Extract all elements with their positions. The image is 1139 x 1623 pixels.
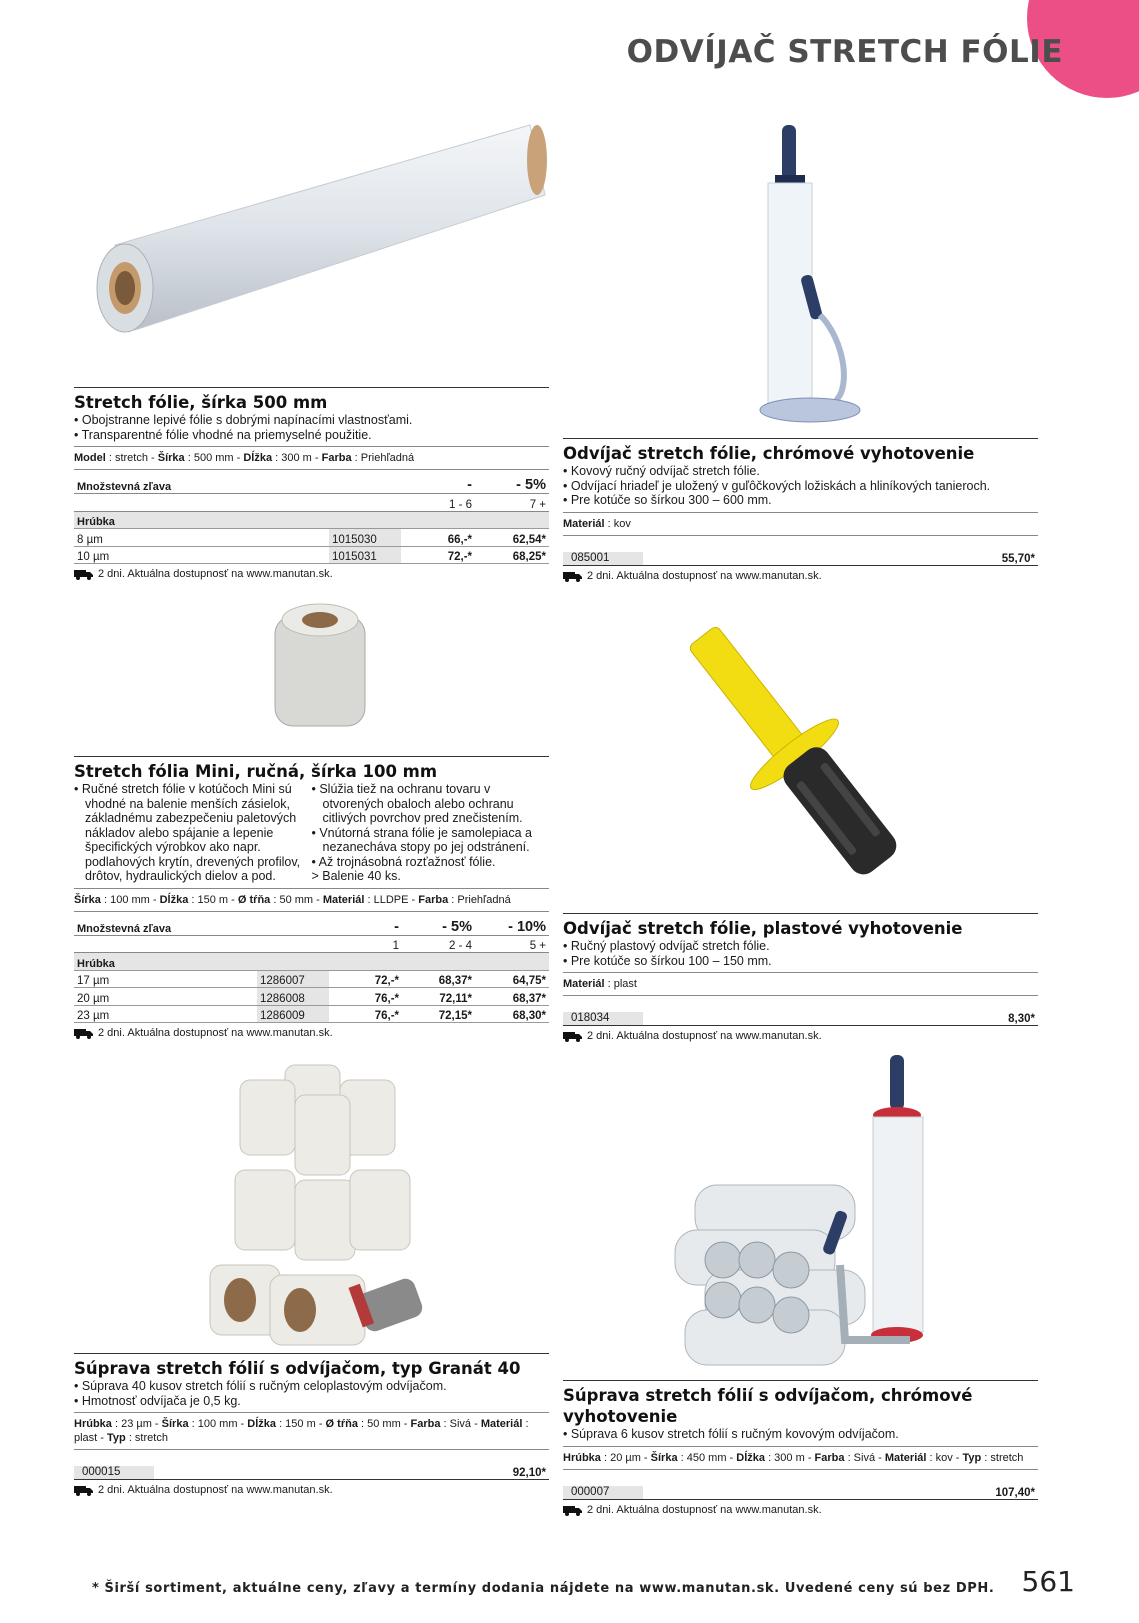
bullet: • Transparentné fólie vhodné na priemyselné použitie. — [74, 427, 372, 442]
mini-roll-image — [265, 598, 375, 738]
truck-icon — [74, 1485, 94, 1496]
product-title: Súprava stretch fólií s odvíjačom, chrómové vyhotovenie — [563, 1380, 1038, 1427]
product-bullets — [74, 1379, 549, 1408]
product-bullets — [74, 782, 549, 884]
bullet: • Až trojnásobná rozťažnosť fólie. — [311, 854, 496, 869]
product-spec: Materiál : plast — [563, 972, 1038, 996]
product-spec: Materiál : kov — [563, 512, 1038, 536]
product-plastic-dispenser — [563, 913, 1038, 1043]
product-spec: Šírka : 100 mm - Dĺžka : 150 m - Ø tŕňa : 50 mm - Materiál : LLDPE - Farba : Priehľadná — [74, 888, 549, 912]
delivery-info: 2 dni. Aktuálna dostupnosť na www.manutan.sk. — [563, 1504, 1038, 1517]
product-chrome-set — [563, 1380, 1038, 1517]
product-spec: Hrúbka : 23 µm - Šírka : 100 mm - Dĺžka : 150 m - Ø tŕňa : 50 mm - Farba : Sivá - Materiál : plast - Typ : stretch — [74, 1412, 549, 1450]
stretch-roll-500-image — [75, 100, 565, 390]
plastic-dispenser-image — [690, 600, 920, 905]
product-spec: Hrúbka : 20 µm - Šírka : 450 mm - Dĺžka : 300 m - Farba : Sivá - Materiál : kov - Typ : stretch — [563, 1446, 1038, 1470]
bullet: • Vnútorná strana fólie je samolepiaca a nezanecháva stopy po jej odstránení. — [311, 825, 532, 854]
product-title: Odvíjač stretch fólie, plastové vyhotovenie — [563, 913, 1038, 939]
product-title: Odvíjač stretch fólie, chrómové vyhotovenie — [563, 438, 1038, 464]
product-title: Stretch fólie, šírka 500 mm — [74, 387, 549, 413]
price-table: Množstevná zľava - - 5% 1 - 6 7 + Hrúbka 8 µm 1015030 66,-* 62,54* 10 µm 1015031 72,-* 68,25* — [74, 476, 549, 564]
bullet: • Ručné stretch fólie v kotúčoch Mini sú vhodné na balenie menších zásielok, základnému zabezpečeniu paletových nákladov alebo spájanie a lepenie špecifických výrobkov ako napr. podlahových krytín, drevených profilov, drôtov, hydraulických dielov a pod. — [74, 782, 301, 883]
bullet: • Kovový ručný odvíjač stretch fólie. — [563, 464, 760, 478]
chrome-dispenser-image — [750, 95, 910, 440]
price-row: 085001 55,70* — [563, 548, 1038, 566]
bullet: • Súprava 6 kusov stretch fólií s ručným kovovým odvíjačom. — [563, 1427, 899, 1441]
product-bullets — [74, 413, 549, 442]
product-stretch-500 — [74, 387, 549, 581]
discount-label: Množstevná zľava — [74, 918, 257, 936]
product-title: Súprava stretch fólií s odvíjačom, typ Granát 40 — [74, 1353, 549, 1379]
delivery-info: 2 dni. Aktuálna dostupnosť na www.manutan.sk. — [74, 1027, 549, 1040]
bullet: • Pre kotúče so šírkou 300 – 600 mm. — [563, 493, 772, 507]
delivery-info: 2 dni. Aktuálna dostupnosť na www.manutan.sk. — [563, 1030, 1038, 1043]
table-row: 20 µm 1286008 76,-* 72,11* 68,37* — [74, 988, 549, 1006]
price-row: 018034 8,30* — [563, 1008, 1038, 1026]
truck-icon — [74, 1028, 94, 1039]
bullet: • Súprava 40 kusov stretch fólií s ručným celoplastovým odvíjačom. — [74, 1379, 447, 1393]
truck-icon — [563, 571, 583, 582]
truck-icon — [563, 1031, 583, 1042]
bullet: • Odvíjací hriadeľ je uložený v guľôčkových ložiskách a hliníkových tanieroch. — [563, 478, 991, 493]
product-bullets — [563, 939, 1038, 968]
bullet: • Pre kotúče so šírkou 100 – 150 mm. — [563, 953, 772, 968]
price-row: 000007 107,40* — [563, 1482, 1038, 1500]
table-row: 23 µm 1286009 76,-* 72,15* 68,30* — [74, 1005, 549, 1023]
product-bullets — [563, 1427, 1038, 1442]
page-title: ODVÍJAČ STRETCH FÓLIE — [626, 34, 1063, 70]
bullet: > Balenie 40 ks. — [311, 869, 401, 883]
chrome-set-image — [665, 1055, 970, 1375]
bullet: • Ručný plastový odvíjač stretch fólie. — [563, 939, 770, 953]
delivery-info: 2 dni. Aktuálna dostupnosť na www.manutan.sk. — [563, 570, 1038, 583]
product-stretch-mini — [74, 756, 549, 1040]
bullet: • Slúžia tiež na ochranu tovaru v otvorených obaloch alebo ochranu citlivých povrchov pred znečistením. — [311, 782, 523, 825]
price-row: 000015 92,10* — [74, 1462, 549, 1480]
product-spec: Model : stretch - Šírka : 500 mm - Dĺžka : 300 m - Farba : Priehľadná — [74, 446, 549, 470]
discount-label: Množstevná zľava — [74, 476, 329, 494]
product-title: Stretch fólia Mini, ručná, šírka 100 mm — [74, 756, 549, 782]
truck-icon — [74, 569, 94, 580]
granat-40-set-image — [200, 1060, 440, 1355]
bullet: • Hmotnosť odvíjača je 0,5 kg. — [74, 1393, 241, 1408]
product-granat-40-set — [74, 1353, 549, 1497]
product-chrome-dispenser — [563, 438, 1038, 583]
product-bullets — [563, 464, 1038, 508]
table-row: 17 µm 1286007 72,-* 68,37* 64,75* — [74, 970, 549, 988]
delivery-info: 2 dni. Aktuálna dostupnosť na www.manutan.sk. — [74, 1484, 549, 1497]
page-number: 561 — [1021, 1565, 1075, 1598]
price-table: Množstevná zľava - - 5% - 10% 1 2 - 4 5 + Hrúbka 17 µm 1286007 72,-* 68,37* 64,75* 20 µm 1286008 76,-* 72,11* 68,37* 23 µm 1286009 76,-* 72,15* 68,30* — [74, 918, 549, 1024]
table-row: 10 µm 1015031 72,-* 68,25* — [74, 546, 549, 564]
truck-icon — [563, 1505, 583, 1516]
bullet: • Obojstranne lepivé fólie s dobrými napínacími vlastnosťami. — [74, 413, 413, 427]
delivery-info: 2 dni. Aktuálna dostupnosť na www.manutan.sk. — [74, 568, 549, 581]
table-row: 8 µm 1015030 66,-* 62,54* — [74, 529, 549, 547]
footer-note: * Širší sortiment, aktuálne ceny, zľavy a termíny dodania nájdete na www.manutan.sk. Uvedené ceny sú bez DPH. — [92, 1581, 995, 1596]
